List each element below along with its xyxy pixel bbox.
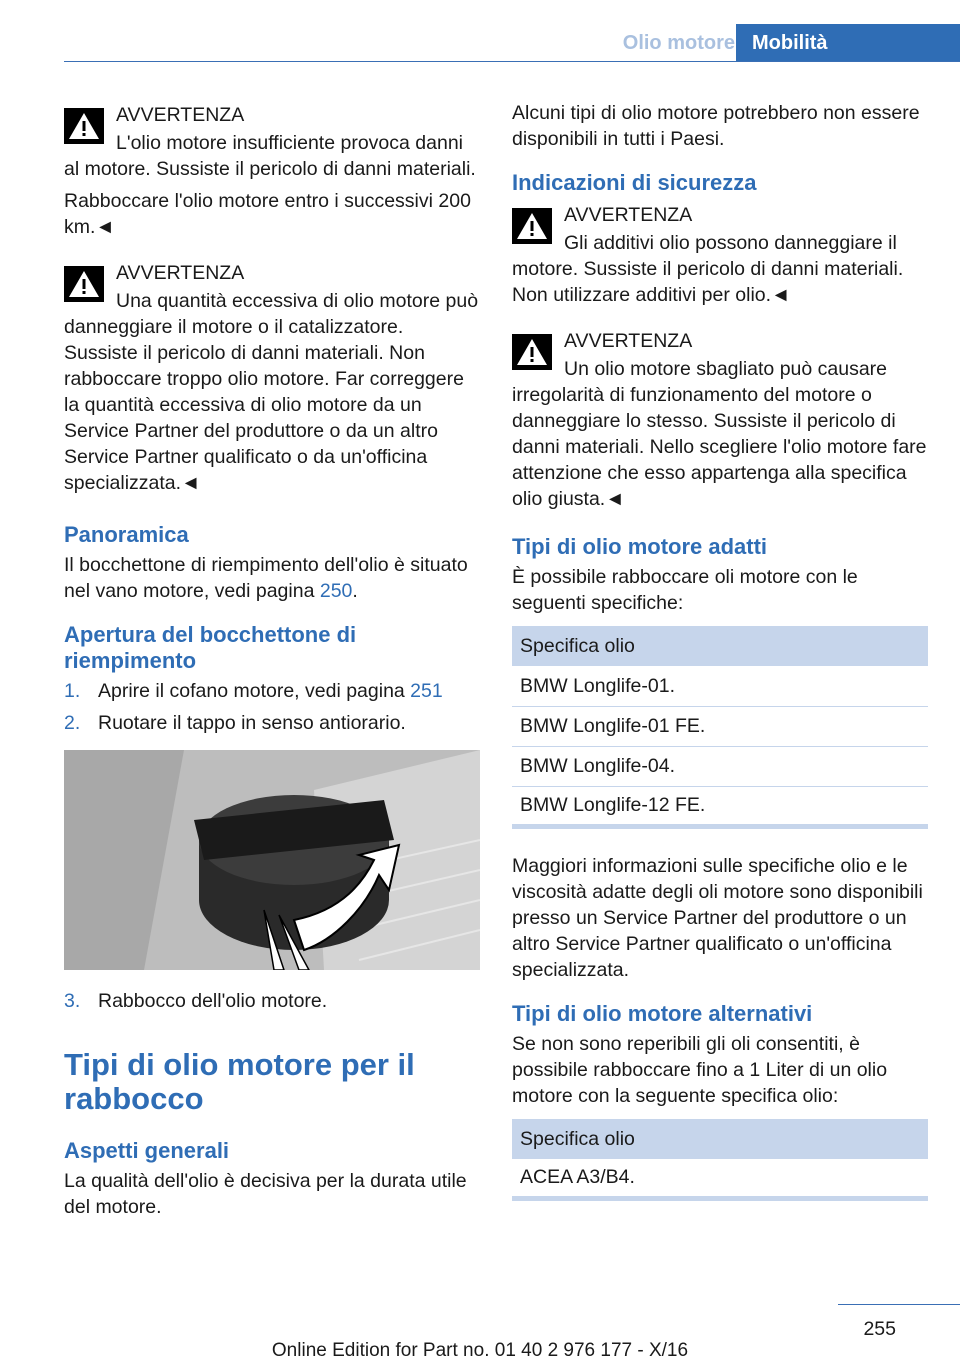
- alternativi-paragraph: Se non sono reperibili gli oli consentiti, è possibile rabboccare fino a 1 Liter di un olio motore con la seguente specifica olio:: [512, 1032, 888, 1107]
- steps-list-cont: [64, 988, 480, 1014]
- warning-triangle-icon: [512, 208, 552, 244]
- footer-rule: [838, 1304, 960, 1305]
- table-header: Specifica olio: [512, 1119, 928, 1159]
- heading-panoramica: Panoramica: [64, 522, 189, 547]
- spec-table-2: [512, 1119, 928, 1202]
- warning-triangle-icon: [64, 266, 104, 302]
- warning-text: Gli additivi olio possono danneggiare il motore. Sussiste il pericolo di danni materiali. Non utilizzare additivi per olio.◄: [512, 232, 904, 306]
- heading-aspetti: Aspetti generali: [64, 1138, 230, 1163]
- panoramica-paragraph: Il bocchettone di riempimento dell'olio è situato nel vano motore, vedi pagina 250.: [64, 554, 468, 602]
- left-column: [64, 100, 480, 1238]
- warning-block: [64, 258, 480, 496]
- steps-list: [64, 678, 480, 736]
- header-chapter-tab: Mobilità: [736, 24, 960, 62]
- warning-title: AVVERTENZA: [564, 330, 693, 352]
- heading-sicurezza: Indicazioni di sicurezza: [512, 170, 757, 195]
- aspetti-paragraph: La qualità dell'olio è decisiva per la durata utile del motore.: [64, 1170, 467, 1218]
- warning-title: AVVERTENZA: [116, 262, 245, 284]
- heading-alternativi: Tipi di olio motore alternativi: [512, 1000, 813, 1026]
- table-row: BMW Longlife-01.: [512, 666, 928, 706]
- spec-table-1: [512, 626, 928, 829]
- adatti-paragraph: È possibile rabboccare oli motore con le seguenti specifiche:: [512, 566, 858, 614]
- page-header: [0, 0, 960, 62]
- warning-text: Un olio motore sbagliato può causare irregolarità di funzionamento del motore o danneggiare lo stesso. Sussiste il pericolo di danni materiali. Nello scegliere l'olio motore fare attenzione che esso appartenga alla specifica olio giusta.◄: [512, 358, 927, 510]
- more-info-paragraph: Maggiori informazioni sulle specifiche olio e le viscosità adatte degli oli motore sono disponibili presso un Service Partner del produttore o un altro Service Partner qualificato o un'officina specializzata.: [512, 854, 923, 981]
- warning-triangle-icon: [512, 334, 552, 370]
- warning-block: [512, 200, 928, 308]
- table-row: BMW Longlife-12 FE.: [512, 786, 928, 826]
- oil-cap-photo: [64, 750, 480, 970]
- table-header: Specifica olio: [512, 626, 928, 666]
- warning-triangle-icon: [64, 108, 104, 144]
- warning-title: AVVERTENZA: [564, 204, 693, 226]
- page-number: 255: [863, 1318, 896, 1340]
- heading-apertura: Apertura del bocchettone di riempimento: [64, 622, 357, 673]
- table-row: BMW Longlife-01 FE.: [512, 706, 928, 746]
- list-item: 1. Aprire il cofano motore, vedi pagina 251: [64, 680, 443, 702]
- table-row: ACEA A3/B4.: [512, 1159, 928, 1199]
- page-link-251[interactable]: 251: [410, 680, 443, 702]
- list-item: 3. Rabbocco dell'olio motore.: [64, 990, 328, 1012]
- intro-paragraph: Alcuni tipi di olio motore potrebbero non essere disponibili in tutti i Paesi.: [512, 102, 920, 150]
- warning-block: [512, 326, 928, 512]
- warning-text: L'olio motore insufficiente provoca danni al motore. Sussiste il pericolo di danni materiali.: [64, 132, 476, 180]
- table-row: BMW Longlife-04.: [512, 746, 928, 786]
- list-item: 2. Ruotare il tappo in senso antiorario.: [64, 712, 406, 734]
- warning-text-2: Rabboccare l'olio motore entro i successivi 200 km.◄: [64, 190, 471, 238]
- warning-text: Una quantità eccessiva di olio motore può danneggiare il motore o il catalizzatore. Sussiste il pericolo di danni materiali. Non rabboccare troppo olio motore. Far correggere la quantità eccessiva di olio motore da un Service Partner del produttore o da un altro Service Partner qualificato o da un'officina specializzata.◄: [64, 290, 479, 494]
- heading-adatti: Tipi di olio motore adatti: [512, 534, 768, 559]
- header-rule: [64, 61, 960, 62]
- heading-tipi-rabbocco: Tipi di olio motore per il rabbocco: [64, 1047, 415, 1116]
- warning-title: AVVERTENZA: [116, 104, 245, 126]
- header-section-title: Olio motore: [622, 32, 735, 54]
- edition-footer: Online Edition for Part no. 01 40 2 976 177 - X/16: [271, 1340, 689, 1361]
- warning-block: [64, 100, 480, 182]
- right-column: [512, 100, 928, 1219]
- page-link-250[interactable]: 250: [319, 580, 353, 602]
